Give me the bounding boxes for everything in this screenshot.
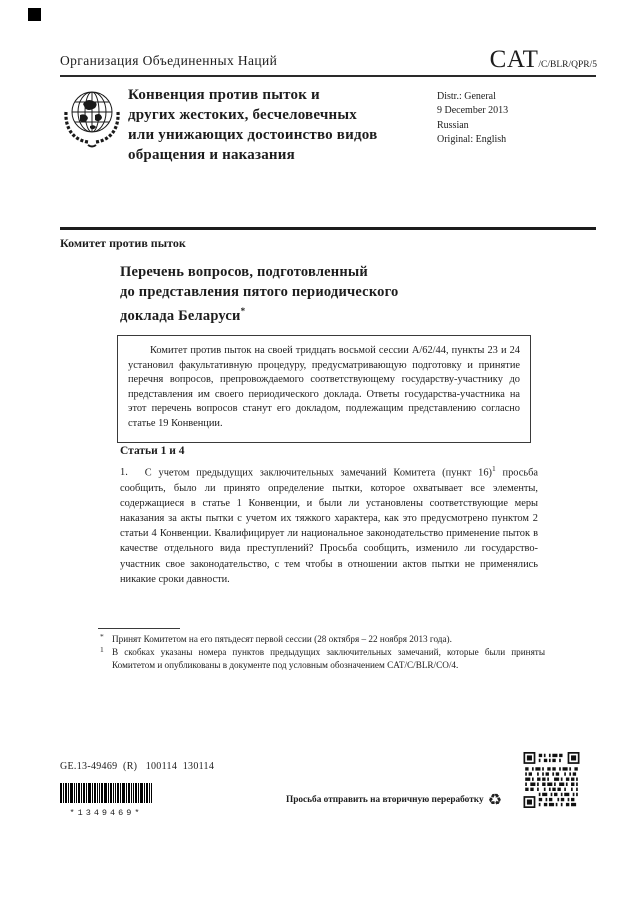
distribution-line: Distr.: General <box>437 91 496 102</box>
convention-title-line: Конвенция против пыток и <box>128 87 320 103</box>
footnote-reference-marker: 1 <box>492 464 496 473</box>
recycle-icon: ♻ <box>487 790 502 809</box>
document-title-line: доклада Беларуси* <box>120 306 246 324</box>
distribution-block <box>437 90 508 147</box>
footnotes <box>98 633 545 672</box>
document-symbol <box>330 46 597 74</box>
articles-section-heading: Статьи 1 и 4 <box>120 445 185 457</box>
scan-corner-mark <box>28 8 41 21</box>
distribution-line: Russian <box>437 119 469 131</box>
org-name: Организация Объединенных Наций <box>60 53 278 68</box>
convention-title <box>128 85 377 165</box>
paragraph-1 <box>120 461 538 587</box>
document-title <box>120 263 399 326</box>
procedure-note-box: Комитет против пыток на своей тридцать восьмой сессии A/62/44, пункты 23 и 24 установил факультативную процедуру, предусматривающую подготовку и принятие перечня вопросов, препровождаемого соответствующему государству-участнику до представления им своего периодического доклада. Ответы государства-участника на этот перечень вопросов станут его докладом, подлежащим представлению согласно статье 19 Конвенции. <box>117 335 531 443</box>
footnote-separator-rule <box>98 628 180 629</box>
qr-code <box>523 752 580 813</box>
document-symbol-main: CAT <box>489 46 539 73</box>
footnote-1: 1 В скобках указаны номера пунктов предыдущих заключительных замечаний, которые были приняты Комитетом и опубликованы в документе под условным обозначением CAT/C/BLR/CO/4. <box>100 644 545 670</box>
footnote-marker: 1 <box>100 644 104 654</box>
distribution-line: Original: English <box>437 133 507 145</box>
document-title-line: до представления пятого периодического <box>120 283 399 300</box>
document-title-line: Перечень вопросов, подготовленный <box>120 264 368 280</box>
title-footnote-marker: * <box>240 306 246 316</box>
barcode-text: *1349469* <box>69 808 143 818</box>
convention-title-line: обращения и наказания <box>128 147 295 163</box>
section-divider-rule <box>60 227 596 230</box>
distribution-line: 9 December 2013 <box>437 105 509 117</box>
convention-title-line: или унижающих достоинство видов <box>128 127 378 143</box>
barcode <box>60 783 152 818</box>
paragraph-text: просьба сообщить, было ли принято определение пытки, которое охватывает все элементы, содержащиеся в статье 1 Конвенции, и были ли установлены соответствующие меры наказания за акты пытки с учетом их тяжкого характера, как это предусмотрено пунктом 2 статьи 4 Конвенции. Квалифицирует ли национальное законодательство применение пыток в качестве отдельного вида преступлений? Просьба сообщить, изменило ли государство-участник свое законодательство, с тем чтобы в отношении актов пытки не применялись никакие сроки давности. <box>120 467 538 585</box>
document-symbol-suffix: /C/BLR/QPR/5 <box>538 60 597 70</box>
header-rule <box>60 75 596 77</box>
recycle-note: Просьба отправить на вторичную переработку ♻ <box>285 790 502 809</box>
ge-number: GE.13-49469 (R) 100114 130114 <box>60 761 215 772</box>
committee-heading: Комитет против пыток <box>60 236 186 250</box>
convention-title-line: других жестоких, бесчеловечных <box>128 107 357 123</box>
paragraph-number: 1. <box>120 467 128 479</box>
un-emblem-icon <box>60 84 124 161</box>
footnote-marker: * <box>100 632 104 641</box>
footnote-star: * Принят Комитетом на его пятьдесят первой сессии (28 октября – 22 ноября 2013 года). <box>100 632 452 644</box>
barcode-bars <box>60 783 152 803</box>
paragraph-text: С учетом предыдущих заключительных замечаний Комитета (пункт 16) <box>144 467 493 479</box>
